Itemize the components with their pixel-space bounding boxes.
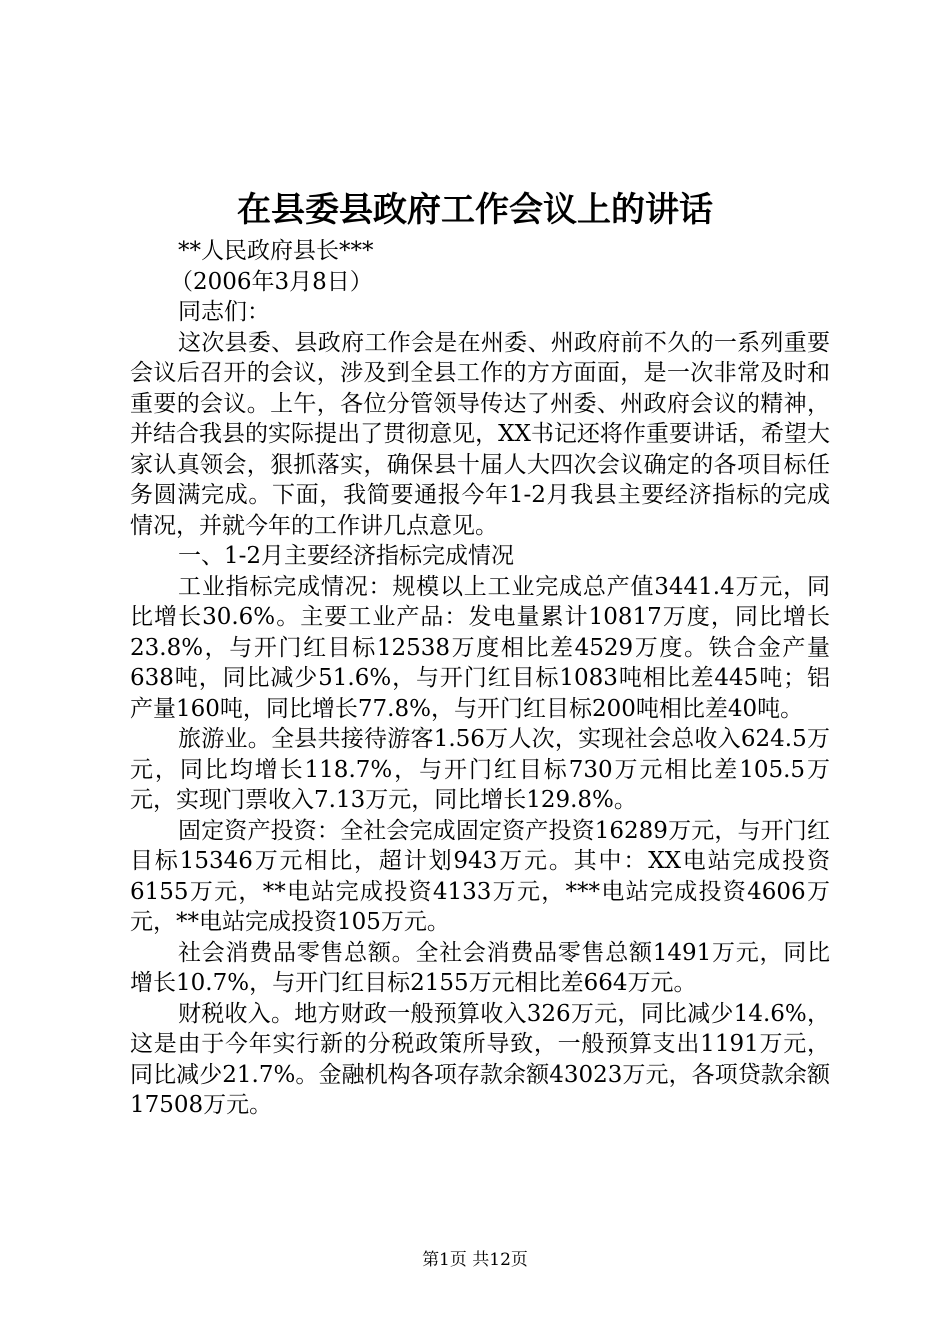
paragraph-finance: 财税收入。地方财政一般预算收入326万元，同比减少14.6%，这是由于今年实行新的分税政策所导致，一般预算支出1191万元，同比减少21.7%。金融机构各项存款余额43023万元，各项贷款余额17508万元。 [130,1000,830,1118]
date-line: （2006年3月8日） [170,268,373,295]
salutation: 同志们： [178,299,270,325]
paragraph-intro: 这次县委、县政府工作会是在州委、州政府前不久的一系列重要会议后召开的会议，涉及到全县工作的方方面面，是一次非常及时和重要的会议。上午，各位分管领导传达了州委、州政府会议的精神，并结合我县的实际提出了贯彻意见，XX书记还将作重要讲话，希望大家认真领会，狠抓落实，确保县十届人大四次会议确定的各项目标任务圆满完成。下面，我简要通报今年1-2月我县主要经济指标的完成情况，并就今年的工作讲几点意见。 [130,329,830,539]
paragraph-tourism: 旅游业。全县共接待游客1.56万人次，实现社会总收入624.5万元，同比均增长118.7%，与开门红目标730万元相比差105.5万元，实现门票收入7.13万元，同比增长129.8%。 [130,726,830,813]
section-heading: 一、1-2月主要经济指标完成情况 [178,543,515,569]
paragraph-industry: 工业指标完成情况：规模以上工业完成总产值3441.4万元，同比增长30.6%。主要工业产品：发电量累计10817万度，同比增长23.8%，与开门红目标12538万度相比差4529万度。铁合金产量638吨，同比减少51.6%，与开门红目标1083吨相比差445吨；铝产量160吨，同比增长77.8%，与开门红目标200吨相比差40吨。 [130,573,830,722]
paragraph-investment: 固定资产投资：全社会完成固定资产投资16289万元，与开门红目标15346万元相比，超计划943万元。其中：XX电站完成投资6155万元，**电站完成投资4133万元，***电站完成投资4606万元，**电站完成投资105万元。 [130,817,830,935]
author-line: **人民政府县长*** [178,238,374,264]
page-title: 在县委县政府工作会议上的讲话 [237,190,713,230]
page-footer: 第1页 共12页 [422,1250,528,1270]
document-body [130,236,830,1121]
paragraph-retail: 社会消费品零售总额。全社会消费品零售总额1491万元，同比增长10.7%，与开门红目标2155万元相比差664万元。 [130,939,830,996]
